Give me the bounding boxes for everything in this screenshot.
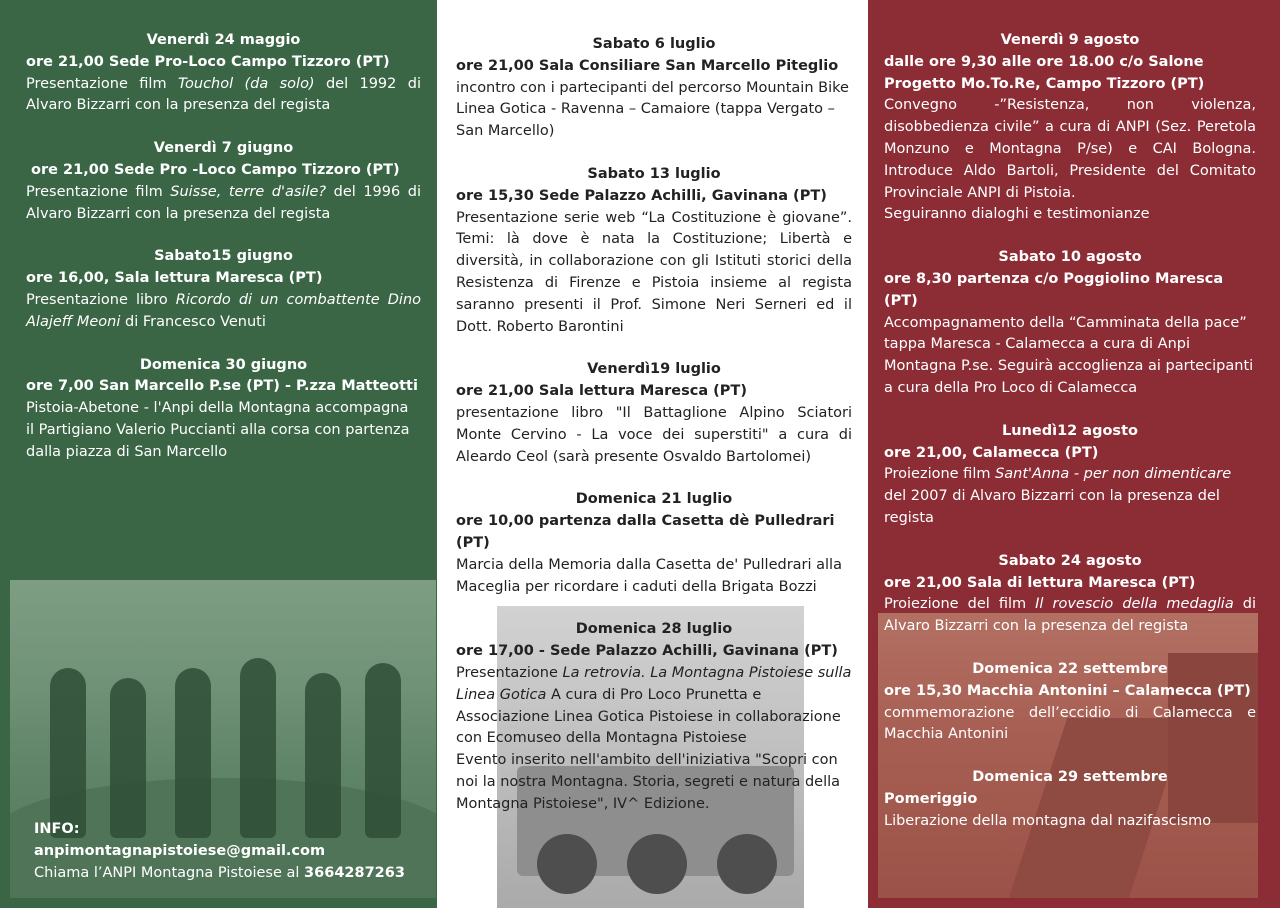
event-note: Evento inserito nell'ambito dell'iniziativa "Scopri con noi la nostra Montagna. Storia, segreti e natura della Montagna Pistoiese", IV^ Edizione. [456,752,841,812]
event-place: ore 21,00, Calamecca (PT) [884,444,1099,461]
event [456,359,852,468]
wheel-shape [717,834,777,894]
info-box [34,818,405,884]
figure-shape [305,673,341,838]
event-title: Domenica 22 settembre [972,660,1168,677]
info-email[interactable]: anpimontagnapistoiese@gmail.com [34,843,326,859]
event-description: Proiezione del film Il rovescio della medaglia di Alvaro Bizzarri con la presenza del regista [884,596,1256,635]
event-description: Presentazione La retrovia. La Montagna Pistoiese sulla Linea Gotica A cura di Pro Loco Prunetta e Associazione Linea Gotica Pistoiese in collaborazione con Ecomuseo della Montagna Pistoiese [456,664,852,747]
event-description: Presentazione libro Ricordo di un combattente Dino Alajeff Meoni di Francesco Venuti [26,291,422,330]
wheel-shape [627,834,687,894]
event [26,30,421,117]
event-title: Sabato 6 luglio [592,36,716,52]
event-place: ore 21,00 Sala Consiliare San Marcello Piteglio [456,57,839,74]
wheel-shape [537,834,597,894]
event-place: ore 21,00 Sede Pro-Loco Campo Tizzoro (PT) [26,53,390,70]
event-place: ore 7,00 San Marcello P.se (PT) - P.zza Matteotti [26,378,418,395]
event-title: Domenica 29 settembre [972,769,1168,786]
event-description: Presentazione film Touchol (da solo) del 1992 di Alvaro Bizzarri con la presenza del regista [26,75,421,114]
event [456,619,852,815]
event-description: incontro con i partecipanti del percorso Mountain Bike Linea Gotica - Ravenna – Camaiore (tappa Vergato – San Marcello) [456,79,849,140]
event [884,551,1256,638]
figure-shape [110,678,146,838]
event-description: commemorazione dell’eccidio di Calamecca e Macchia Antonini [884,704,1256,743]
event-place: ore 21,00 Sala di lettura Maresca (PT) [884,574,1196,591]
figure-shape [50,668,86,838]
event-place: ore 10,00 partenza dalla Casetta dè Pulledrari (PT) [456,513,835,551]
event [26,138,421,225]
event-title: Domenica 21 luglio [575,491,733,508]
figure-shape [365,663,401,838]
event [884,421,1256,530]
event-description: Presentazione serie web “La Costituzione è giovane”. Temi: là dove è nata la Costituzione; Libertà e diversità, in collaborazione con gli Istituti storici della Resistenza di Firenze e Pistoia insieme al regista saranno presenti il Prof. Simone Neri Serneri ed il Dott. Roberto Barontini [456,209,852,335]
event-title: Sabato 24 agosto [998,552,1142,569]
event-description: presentazione libro "Il Battaglione Alpino Sciatori Monte Cervino - La voce dei superstiti" a cura di Aleardo Ceol (sarà presente Osvaldo Bartolomei) [456,404,852,465]
figure-shape [240,658,276,838]
event-description: Marcia della Memoria dalla Casetta de' Pulledrari alla Maceglia per ricordare i caduti della Brigata Bozzi [456,556,842,595]
event [456,489,852,598]
event [456,164,852,338]
event-description: Presentazione film Suisse, terre d'asile? del 1996 di Alvaro Bizzarri con la presenza del regista [26,183,421,222]
event-description: Pistoia-Abetone - l'Anpi della Montagna accompagna il Partigiano Valerio Puccianti alla corsa con partenza dalla piazza di San Marcello [26,400,410,460]
info-phone[interactable]: 3664287263 [304,865,405,881]
event-title: Venerdì 24 maggio [146,32,301,48]
event [884,659,1256,746]
event-title: Domenica 30 giugno [139,356,308,373]
event-description: Accompagnamento della “Camminata della pace” tappa Maresca - Calamecca a cura di Anpi Montagna P.se. Seguirà accoglienza ai partecipanti a cura della Pro Loco di Calamecca [884,314,1254,396]
event-place: ore 15,30 Sede Palazzo Achilli, Gavinana (PT) [456,187,827,204]
event-place: ore 17,00 - Sede Palazzo Achilli, Gavinana (PT) [456,643,838,660]
event [456,34,852,143]
left-column [0,0,437,908]
right-column [868,0,1280,908]
event-place: ore 8,30 partenza c/o Poggiolino Maresca (PT) [884,270,1224,309]
event-description: Proiezione film Sant'Anna - per non dimenticare del 2007 di Alvaro Bizzarri con la presenza del regista [884,466,1232,526]
event-title: Sabato 10 agosto [998,249,1142,266]
event-title: Venerdì 9 agosto [1000,32,1140,48]
event-title: Domenica 28 luglio [575,621,733,638]
figure-shape [175,668,211,838]
info-call: Chiama l’ANPI Montagna Pistoiese al 3664287263 [34,865,405,881]
event-place: ore 21,00 Sede Pro -Loco Campo Tizzoro (PT) [26,161,400,178]
event-description: Convegno -”Resistenza, non violenza, disobbedienza civile” a cura di ANPI (Sez. Peretola Monzuno e Montagna P/se) e CAI Bologna. Introduce Aldo Bartoli, Presidente del Comitato Provinciale ANPI di Pistoia. [884,97,1256,201]
info-label: INFO: [34,821,80,837]
event-note: Seguiranno dialoghi e testimonianze [884,206,1150,223]
event-description: Liberazione della montagna dal nazifascismo [884,812,1212,829]
event [884,247,1256,400]
event-title: Lunedì12 agosto [1002,422,1138,439]
event [884,30,1256,226]
event-title: Venerdì 7 giugno [153,140,294,157]
event-title: Sabato15 giugno [154,248,293,265]
event-place: ore 21,00 Sala lettura Maresca (PT) [456,383,747,400]
event [26,246,421,333]
event [884,767,1256,832]
event-place: dalle ore 9,30 alle ore 18.00 c/o Salone Progetto Mo.To.Re, Campo Tizzoro (PT) [884,53,1205,92]
event-title: Venerdì19 luglio [587,361,721,378]
event-place: ore 15,30 Macchia Antonini – Calamecca (PT) [884,682,1251,699]
event [26,355,421,464]
event-place: ore 16,00, Sala lettura Maresca (PT) [26,270,323,287]
event-place: Pomeriggio [884,790,978,807]
center-column [437,0,868,908]
event-title: Sabato 13 luglio [587,165,721,182]
